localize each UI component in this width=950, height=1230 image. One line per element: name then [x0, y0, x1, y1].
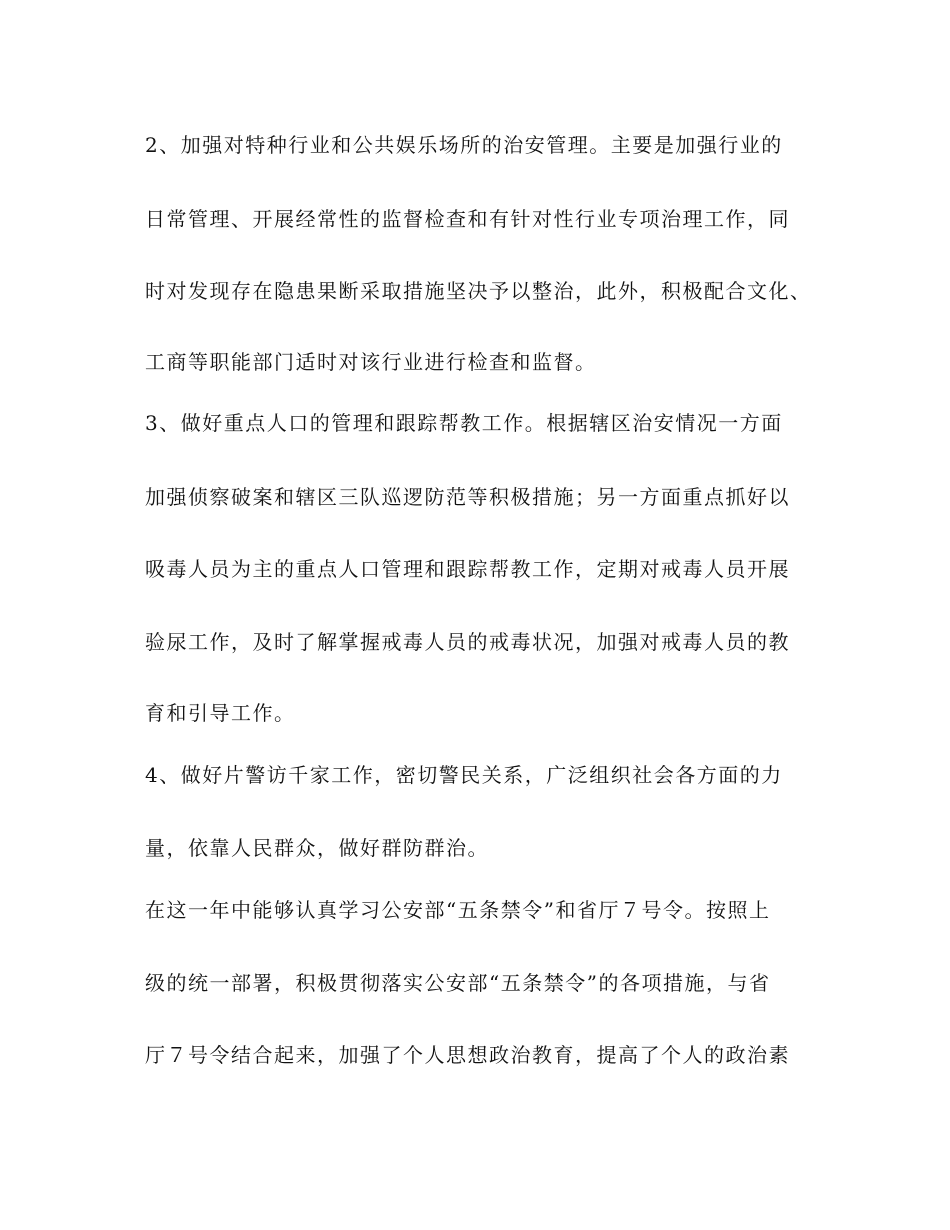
text-line: 级的统一部署，积极贯彻落实公安部“五条禁令”的各项措施，与省 [145, 971, 771, 995]
text-line: 4、做好片警访千家工作，密切警民关系，广泛组织社会各方面的力 [145, 763, 783, 787]
text-line: 日常管理、开展经常性的监督检查和有针对性行业专项治理工作，同 [145, 207, 790, 231]
text-line: 厅７号令结合起来，加强了个人思想政治教育，提高了个人的政治素 [145, 1043, 790, 1067]
text-line: 2、加强对特种行业和公共娱乐场所的治安管理。主要是加强行业的 [145, 133, 783, 157]
text-line: 工商等职能部门适时对该行业进行检查和监督。 [145, 350, 597, 374]
text-line: 时对发现存在隐患果断采取措施坚决予以整治，此外，积极配合文化、 [145, 279, 812, 303]
text-line: 加强侦察破案和辖区三队巡逻防范等积极措施；另一方面重点抓好以 [145, 485, 790, 509]
text-line: 3、做好重点人口的管理和跟踪帮教工作。根据辖区治安情况一方面 [145, 411, 783, 435]
text-line: 量，依靠人民群众，做好群防群治。 [145, 836, 489, 860]
text-line: 吸毒人员为主的重点人口管理和跟踪帮教工作，定期对戒毒人员开展 [145, 557, 790, 581]
text-line: 验尿工作，及时了解掌握戒毒人员的戒毒状况，加强对戒毒人员的教 [145, 630, 790, 654]
text-line: 在这一年中能够认真学习公安部“五条禁令”和省厅７号令。按照上 [145, 898, 771, 922]
text-line: 育和引导工作。 [145, 701, 296, 725]
